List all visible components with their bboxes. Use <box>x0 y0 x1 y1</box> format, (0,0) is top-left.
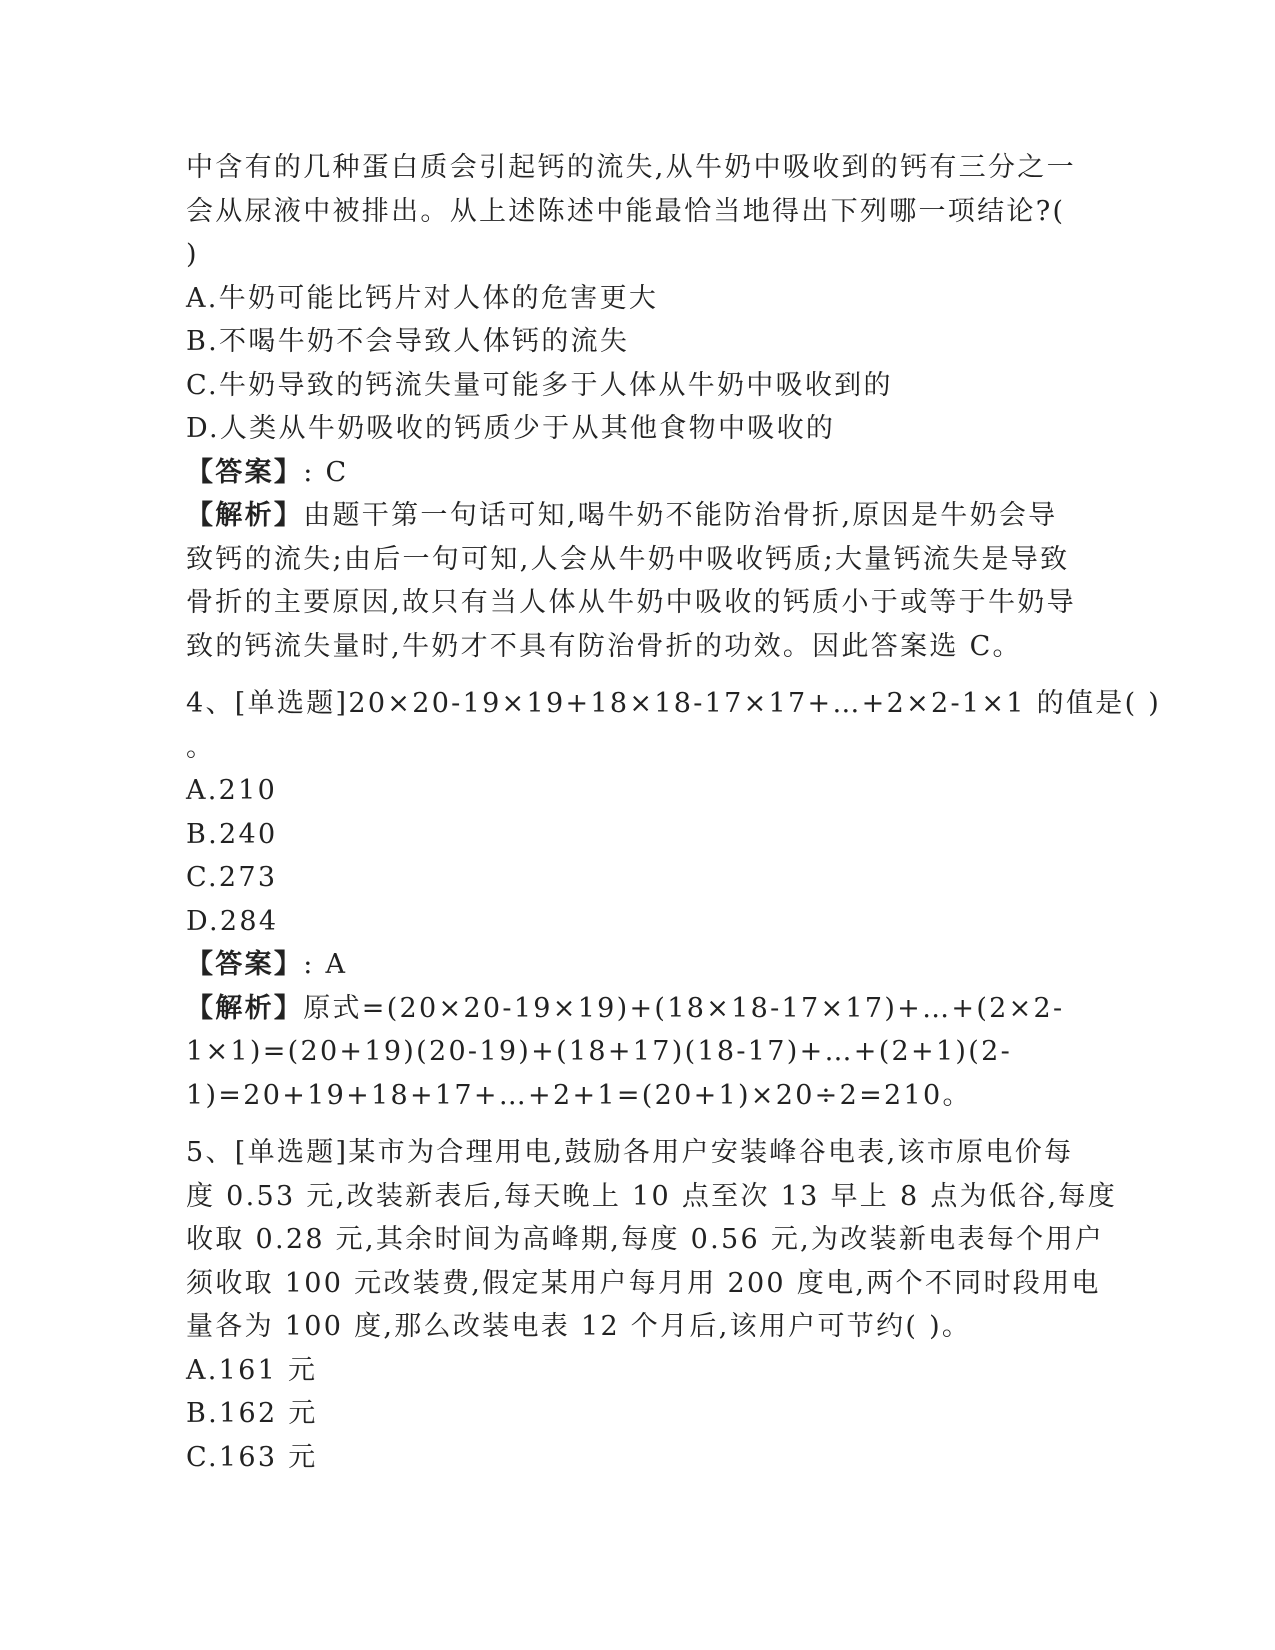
question-4 <box>186 682 1162 1117</box>
question-stem-line: 度 0.53 元,改装新表后,每天晚上 10 点至次 13 早上 8 点为低谷,每度 <box>186 1180 1118 1212</box>
analysis-line: 1×1)=(20+19)(20-19)+(18+17)(18-17)+…+(2+1)(2- <box>186 1036 1012 1067</box>
answer-label: 【答案】 <box>186 949 304 980</box>
question-stem-line: 须收取 100 元改装费,假定某用户每月用 200 度电,两个不同时段用电 <box>186 1267 1101 1299</box>
question-stem-line: 会从尿液中被排出。从上述陈述中能最恰当地得出下列哪一项结论?( <box>186 195 1066 227</box>
question-3 <box>186 146 1086 668</box>
option-b: B.240 <box>186 818 278 850</box>
answer-separator: : <box>303 949 315 980</box>
answer-value: C <box>325 456 349 488</box>
analysis-line <box>186 987 1086 1031</box>
option-a: A.161 元 <box>186 1354 318 1386</box>
question-stem-line: 收取 0.28 元,其余时间为高峰期,每度 0.56 元,为改装新电表每个用户 <box>186 1224 1105 1255</box>
option-d: D.284 <box>186 905 279 937</box>
question-stem-line: 量各为 100 度,那么改装电表 12 个月后,该用户可节约( )。 <box>186 1311 972 1342</box>
analysis-label: 【解析】 <box>186 500 304 531</box>
question-stem-line: 中含有的几种蛋白质会引起钙的流失,从牛奶中吸收到的钙有三分之一 <box>186 152 1076 183</box>
analysis-line <box>186 494 1086 538</box>
analysis-label: 【解析】 <box>186 992 304 1024</box>
option-a: A.210 <box>186 775 278 806</box>
answer-label: 【答案】 <box>186 456 304 488</box>
answer-separator: : <box>303 456 315 488</box>
option-b: B.162 元 <box>186 1398 318 1429</box>
option-c: C.273 <box>186 862 278 893</box>
option-c: C.163 元 <box>186 1441 318 1473</box>
option-c: C.牛奶导致的钙流失量可能多于人体从牛奶中吸收到的 <box>186 369 893 401</box>
answer-line <box>186 451 1086 495</box>
option-b: B.不喝牛奶不会导致人体钙的流失 <box>186 326 630 357</box>
analysis-text: 原式=(20×20-19×19)+(18×18-17×17)+…+(2×2- <box>303 992 1065 1024</box>
page-content <box>186 146 1162 1479</box>
analysis-line: 致钙的流失;由后一句可知,人会从牛奶中吸收钙质;大量钙流失是导致 <box>186 543 1070 575</box>
analysis-line: 1)=20+19+18+17+…+2+1=(20+1)×20÷2=210。 <box>186 1079 972 1111</box>
question-stem-line: 。 <box>186 731 216 763</box>
question-stem-line: 4、[单选题]20×20-19×19+18×18-17×17+…+2×2-1×1 的值是( ) <box>186 688 1162 719</box>
analysis-line: 致的钙流失量时,牛奶才不具有防治骨折的功效。因此答案选 C。 <box>186 630 1022 662</box>
answer-value: A <box>325 949 348 980</box>
option-a: A.牛奶可能比钙片对人体的危害更大 <box>186 282 659 314</box>
analysis-line: 骨折的主要原因,故只有当人体从牛奶中吸收的钙质小于或等于牛奶导 <box>186 587 1076 618</box>
question-stem-line: 5、[单选题]某市为合理用电,鼓励各用户安装峰谷电表,该市原电价每 <box>186 1137 1074 1168</box>
option-d: D.人类从牛奶吸收的钙质少于从其他食物中吸收的 <box>186 413 836 444</box>
analysis-text: 由题干第一句话可知,喝牛奶不能防治骨折,原因是牛奶会导 <box>303 500 1058 531</box>
answer-line <box>186 943 1086 987</box>
question-stem-line: ) <box>186 239 199 270</box>
question-5 <box>186 1131 1118 1479</box>
